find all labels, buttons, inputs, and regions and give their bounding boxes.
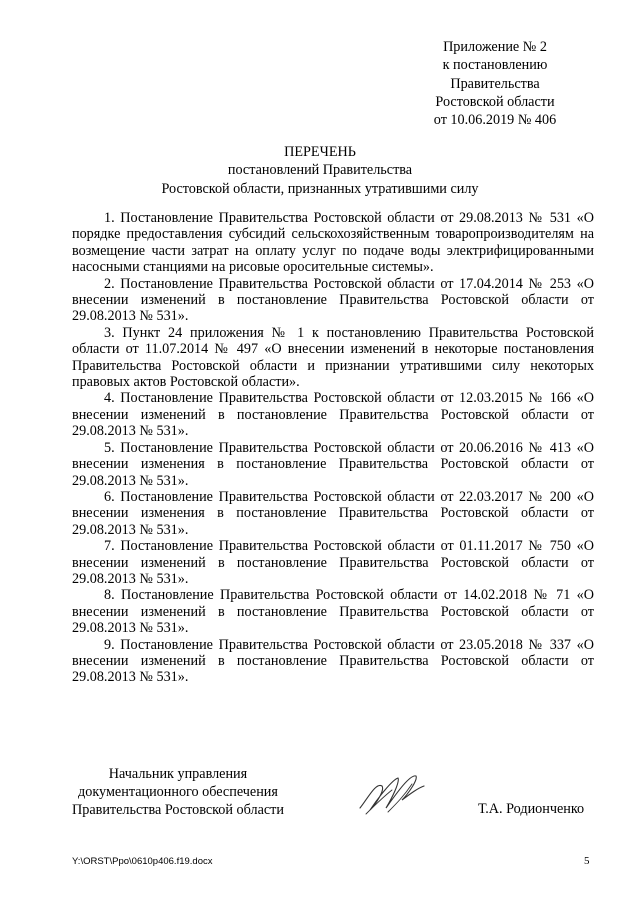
list-item: 4. Постановление Правительства Ростовской области от 12.03.2015 № 166 «О внесении изменений в постановление Правительства Ростовской области от 29.08.2013 № 531». xyxy=(72,390,594,440)
position-line-1: Начальник управления xyxy=(108,766,248,782)
list-item: 8. Постановление Правительства Ростовской области от 14.02.2018 № 71 «О внесении изменений в постановление Правительства Ростовской области от 29.08.2013 № 531». xyxy=(72,587,594,637)
appendix-line-4: Ростовской области xyxy=(435,93,555,110)
signatory-position xyxy=(72,765,284,819)
document-title: ПЕРЕЧЕНЬ xyxy=(284,144,356,160)
list-item: 7. Постановление Правительства Ростовской области от 01.11.2017 № 750 «О внесении изменений в постановление Правительства Ростовской области от 29.08.2013 № 531». xyxy=(72,538,594,587)
signature-icon xyxy=(352,768,432,826)
document-heading xyxy=(60,143,580,198)
handwritten-signature xyxy=(352,768,432,831)
list-item: 3. Пункт 24 приложения № 1 к постановлению Правительства Ростовской области от 11.07.2014 № 497 «О внесении изменений в некоторые постановления Правительства Ростовской области и признании утратившими силу некоторых правовых актов Ростовской области». xyxy=(72,324,594,391)
appendix-line-5: от 10.06.2019 № 406 xyxy=(433,112,557,129)
resolutions-list xyxy=(72,210,594,686)
document-subtitle-2: Ростовской области, признанных утратившими силу xyxy=(161,180,479,197)
position-line-2: документационного обеспечения xyxy=(78,784,278,800)
list-item: 6. Постановление Правительства Ростовской области от 22.03.2017 № 200 «О внесении изменения в постановление Правительства Ростовской области от 29.08.2013 № 531». xyxy=(72,488,594,538)
signatory-name: Т.А. Родионченко xyxy=(478,801,585,817)
appendix-line-1: Приложение № 2 xyxy=(443,39,547,55)
file-path: Y:\ORST\Ppo\0610p406.f19.docx xyxy=(72,856,213,867)
list-item: 5. Постановление Правительства Ростовской области от 20.06.2016 № 413 «О внесении изменения в постановление Правительства Ростовской области от 29.08.2013 № 531». xyxy=(72,439,594,489)
list-item: 1. Постановление Правительства Ростовской области от 29.08.2013 № 531 «О порядке предоставления субсидий сельскохозяйственным товаропроизводителям на возмещение части затрат на оплату услуг по подаче воды электрифицированными насосными станциями на рисовые оросительные системы». xyxy=(72,210,594,276)
document-subtitle-1: постановлений Правительства xyxy=(227,162,413,179)
appendix-header xyxy=(400,38,590,129)
list-item: 9. Постановление Правительства Ростовской области от 23.05.2018 № 337 «О внесении изменений в постановление Правительства Ростовской области от 29.08.2013 № 531». xyxy=(72,636,594,686)
appendix-line-2: к постановлению xyxy=(442,57,548,74)
appendix-line-3: Правительства xyxy=(450,75,540,92)
list-item: 2. Постановление Правительства Ростовской области от 17.04.2014 № 253 «О внесении изменений в постановление Правительства Ростовской области от 29.08.2013 № 531». xyxy=(72,275,594,325)
position-line-3: Правительства Ростовской области xyxy=(72,802,284,818)
page-number: 5 xyxy=(584,855,590,867)
